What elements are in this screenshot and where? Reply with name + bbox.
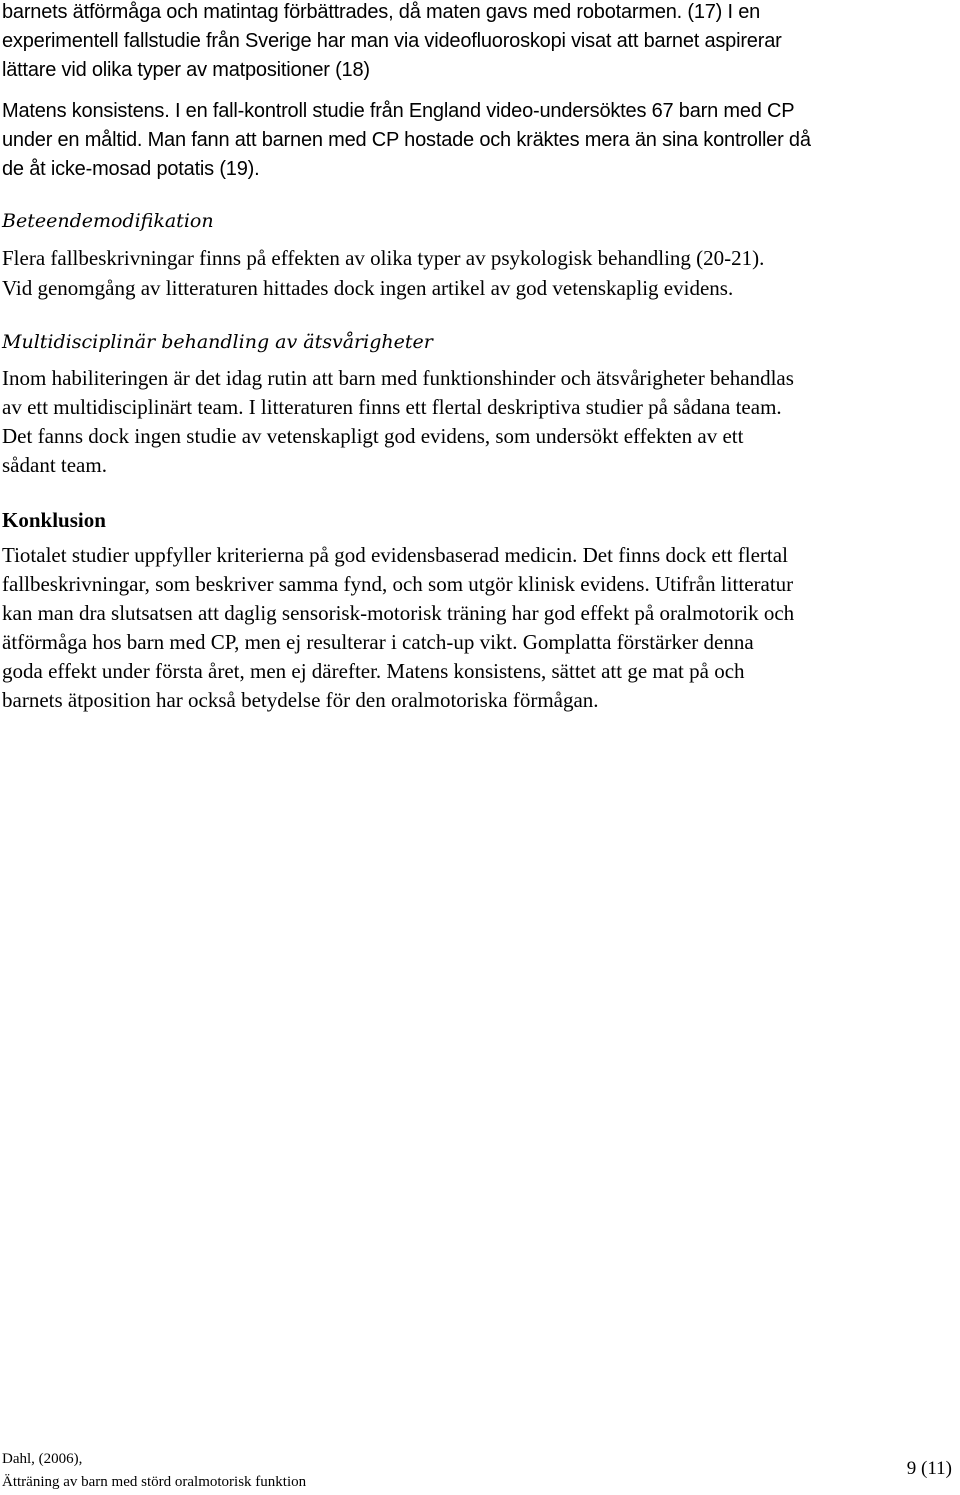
section-heading-conclusion: Konklusion: [2, 508, 106, 532]
section-heading-multidisciplinary: Multidisciplinär behandling av ätsvårigheter: [2, 331, 433, 353]
footer-author: Dahl, (2006),: [2, 1451, 83, 1467]
section-heading-behavior: Beteendemodifikation: [2, 210, 214, 232]
text-line: ätförmåga hos barn med CP, men ej resulterar i catch-up vikt. Gomplatta förstärker denna: [2, 630, 754, 654]
text-line: under en måltid. Man fann att barnen med CP hostade och kräktes mera än sina kontroller då: [2, 129, 811, 151]
text-line: Inom habiliteringen är det idag rutin att barn med funktionshinder och ätsvårigheter behandlas: [2, 366, 794, 390]
text-line: de åt icke-mosad potatis (19).: [2, 158, 260, 180]
text-line: experimentell fallstudie från Sverige har man via videofluoroskopi visat att barnet aspirerar: [2, 30, 782, 52]
text-line: Matens konsistens. I en fall-kontroll studie från England video-undersöktes 67 barn med CP: [2, 100, 795, 122]
text-line: lättare vid olika typer av matpositioner (18): [2, 59, 370, 81]
text-line: Vid genomgång av litteraturen hittades dock ingen artikel av god vetenskaplig evidens.: [2, 276, 734, 300]
text-line: kan man dra slutsatsen att daglig sensorisk-motorisk träning har god effekt på oralmotorik och: [2, 601, 795, 625]
footer-page-number: 9 (11): [906, 1458, 952, 1479]
footer-title: Ätträning av barn med störd oralmotorisk funktion: [2, 1474, 307, 1490]
text-line: Det fanns dock ingen studie av vetenskapligt god evidens, som undersökt effekten av ett: [2, 424, 744, 448]
text-line: Flera fallbeskrivningar finns på effekten av olika typer av psykologisk behandling (20-21).: [2, 246, 765, 270]
text-line: av ett multidisciplinärt team. I litteraturen finns ett flertal deskriptiva studier på sådana team.: [2, 395, 782, 419]
text-line: Tiotalet studier uppfyller kriterierna på god evidensbaserad medicin. Det finns dock ett flertal: [2, 543, 788, 567]
text-line: fallbeskrivningar, som beskriver samma fynd, och som utgör klinisk evidens. Utifrån litteratur: [2, 572, 794, 596]
text-line: barnets ätposition har också betydelse för den oralmotoriska förmågan.: [2, 688, 599, 712]
text-line: goda effekt under första året, men ej därefter. Matens konsistens, sättet att ge mat på och: [2, 659, 745, 683]
text-line: barnets ätförmåga och matintag förbättrades, då maten gavs med robotarmen. (17) I en: [2, 1, 761, 23]
text-line: sådant team.: [2, 453, 107, 477]
